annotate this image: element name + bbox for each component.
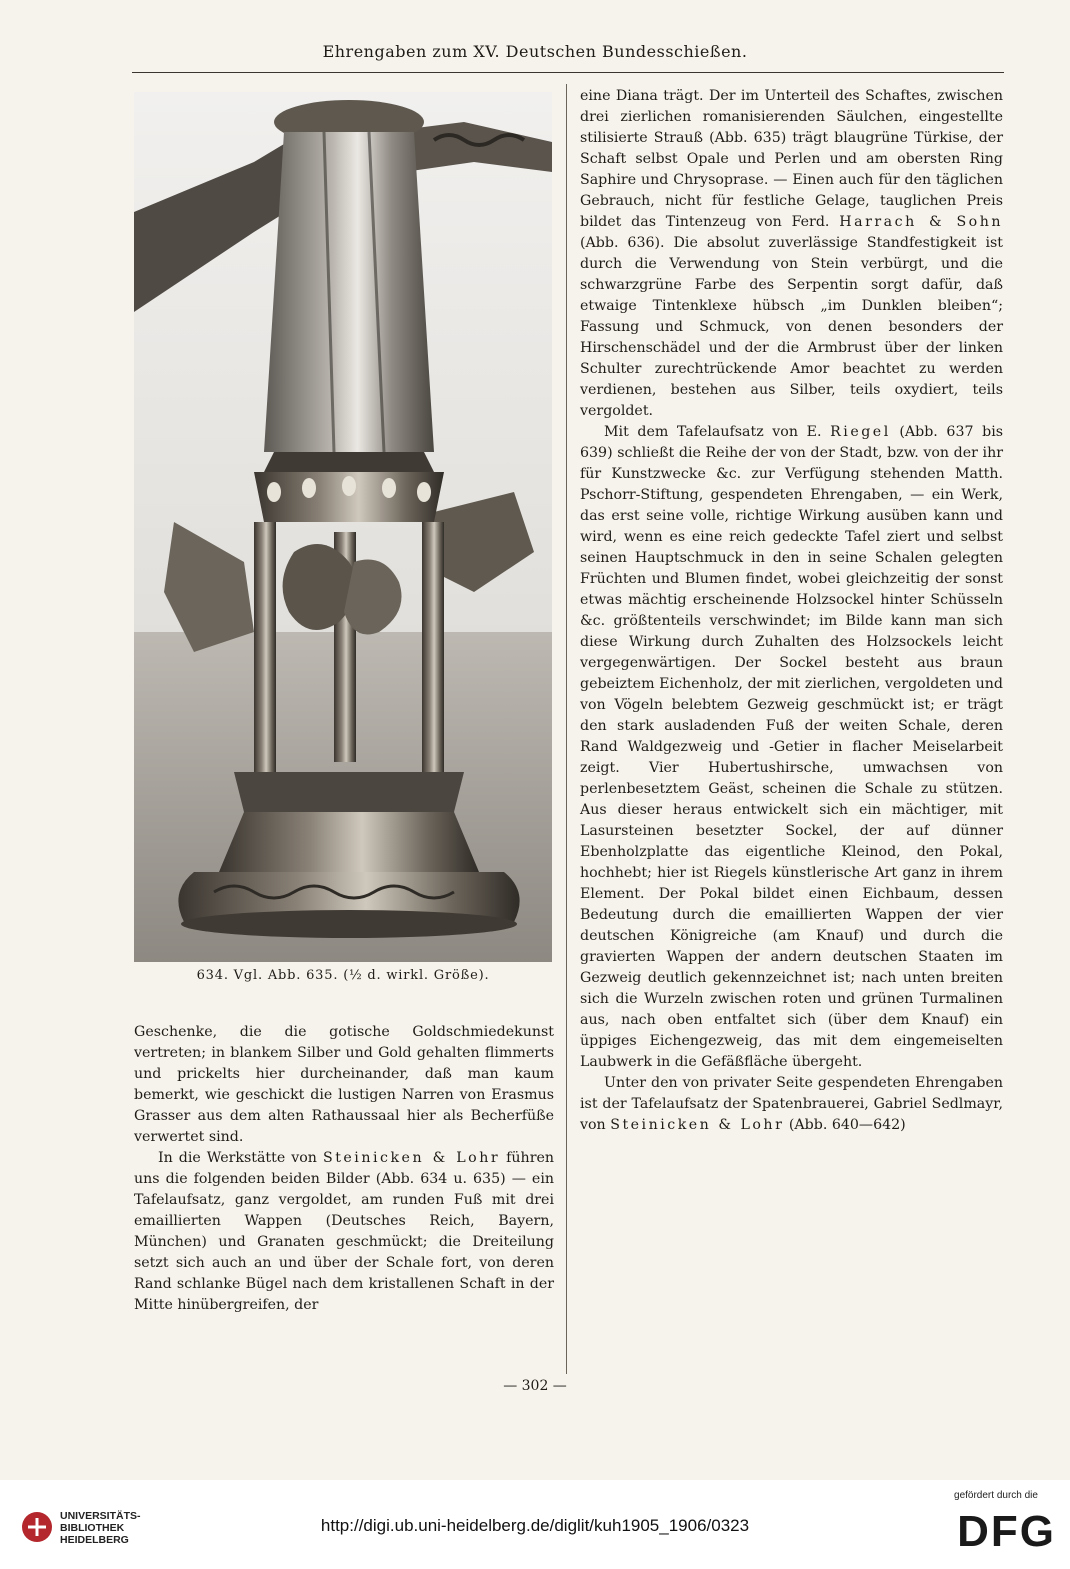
- column-divider: [566, 84, 567, 1374]
- library-line: UNIVERSITÄTS-: [60, 1510, 141, 1522]
- running-head: Ehrengaben zum XV. Deutschen Bundesschießen.: [322, 42, 748, 61]
- right-paragraph-1: [580, 86, 1003, 422]
- right-paragraph-2: [580, 422, 1003, 1073]
- firm-name: Steinicken & Lohr: [322, 1150, 501, 1166]
- page-number: — 302 —: [503, 1378, 567, 1394]
- header-rule: [132, 72, 1004, 73]
- right-paragraph-3: [580, 1073, 1003, 1136]
- text-run: (Abb. 640—642): [788, 1117, 906, 1133]
- left-column: [134, 1022, 554, 1316]
- right-column: [580, 86, 1003, 1136]
- left-paragraph-2: [134, 1148, 554, 1316]
- firm-name: Steinicken & Lohr: [610, 1117, 785, 1133]
- footer: [0, 1480, 1070, 1569]
- digital-copy-link[interactable]: http://digi.ub.uni-heidelberg.de/diglit/kuh1905_1906/0323: [320, 1516, 750, 1535]
- funding-note: gefördert durch die: [954, 1490, 1038, 1501]
- text-run: Mit dem Tafelaufsatz von E.: [604, 424, 822, 440]
- figure-caption: 634. Vgl. Abb. 635. (½ d. wirkl. Größe).: [196, 968, 490, 983]
- figure-tafelaufsatz: [134, 92, 552, 962]
- dfg-logo: DFG: [957, 1507, 1056, 1556]
- text-run: eine Diana trägt. Der im Unterteil des Schaftes, zwischen drei zierlichen romanisierenden Säulchen, eingestellte stilisierte Strauß (Abb. 635) trägt blaugrüne Türkise, der Schaft selbst Opale und Perlen und am obersten Ring Saphire und Chrysoprase. — Einen auch für den täglichen Gebrauch, nicht für festliche Gelage, tauglichen Preis bildet das Tintenzeug von Ferd.: [580, 88, 1003, 230]
- text-run: (Abb. 636). Die absolut zuverlässige Standfestigkeit ist durch die Verwendung von Stein verbürgt, und die schwarzgrüne Farbe des Serpentin sorgt dafür, daß etwaige Tintenklexe hübsch „im Dunklen bleiben“; Fassung und Schmuck, von denen besonders der Hirschenschädel und der die Armbrust über der linken Schulter zurechtrückende Amor beachtet zu werden verdienen, bestehen aus Silber, teils oxydiert, teils vergoldet.: [580, 235, 1003, 419]
- firm-name: Harrach & Sohn: [839, 214, 1004, 230]
- text-run: Unter den von privater Seite gespendeten Ehrengaben ist der Tafelaufsatz der Spatenbrauerei, Gabriel Sedlmayr, von: [580, 1075, 1003, 1133]
- text-run: In die Werkstätte von: [158, 1150, 317, 1166]
- left-paragraph-1: Geschenke, die die gotische Goldschmiedekunst vertreten; in blankem Silber und Gold gehalten flimmerts und prickelts hier durcheinander, daß man kaum bemerkt, wie geschickt die lustigen Narren von Erasmus Grasser aus dem alten Rathaussaal hier als Becherfüße verwertet sind.: [134, 1024, 554, 1145]
- tafelaufsatz-photo: [134, 92, 552, 962]
- artist-name: Riegel: [830, 424, 891, 440]
- text-run: führen uns die folgenden beiden Bilder (Abb. 634 u. 635) — ein Tafelaufsatz, ganz vergoldet, am runden Fuß mit drei emaillierten Wappen (Deutsches Reich, Bayern, München) und Granaten geschmückt; die Dreiteilung setzt sich auch an und über der Schale fort, von deren Rand schlanke Bügel nach dem kristallenen Schaft in der Mitte hinübergreifen, der: [134, 1150, 555, 1313]
- library-line: BIBLIOTHEK: [60, 1522, 125, 1534]
- text-run: (Abb. 637 bis 639) schließt die Reihe der von der Stadt, bzw. von der ihr für Kunstzwecke &c. zur Verfügung stehenden Matth. Pschorr-Stiftung, gespendeten Ehrengaben, — ein Werk, das erst seine volle, richtige Wirkung ausüben kann und wird, wenn es eine reich gedeckte Tafel ziert und selbst seinen Hauptschmuck in den in seine Schalen gelegten Früchten und Blumen findet, wobei gleichzeitig der sonst etwas mächtig erscheinende Holzsockel hinter Schüsseln &c. größtenteils verschwindet; im Bilde kann man sich diese Wirkung durch Zuhalten des Holzsockels leicht vergegenwärtigen. Der Sockel besteht aus braun gebeiztem Eichenholz, der mit zierlichen, vergoldeten und von Vögeln belebtem Gezweig geschmückt ist; er trägt den stark ausladenden Fuß der weiten Schale, deren Rand Waldgezweig und -Getier in flacher Meiselarbeit zeigt. Vier Hubertushirsche, umwachsen von perlenbesetztem Geäst, scheinen die Schale zu stützen. Aus dieser heraus entwickelt sich ein mächtiger, mit Lasursteinen besetzter Sockel, der auf dünner Ebenholzplatte das eigentliche Kleinod, den Pokal, hochhebt; hier ist Riegels künstlerische Art ganz in ihrem Element. Der Pokal bildet einen Eichbaum, dessen Bedeutung durch die emaillierten Wappen der vier deutschen Königreiche (am Knauf) und durch die gravierten Wappen der andern deutschen Staaten im Gezweig deutlich gekennzeichnet ist; nach unten breiten sich die Wurzeln zwischen roten und grünen Turmalinen aus, nach oben entfaltet sich (über dem Knauf) ein üppiges Eichengezweig, das mit dem eingemeiselten Laubwerk in die Gefäßfläche übergeht.: [580, 424, 1004, 1070]
- library-line: HEIDELBERG: [60, 1534, 129, 1546]
